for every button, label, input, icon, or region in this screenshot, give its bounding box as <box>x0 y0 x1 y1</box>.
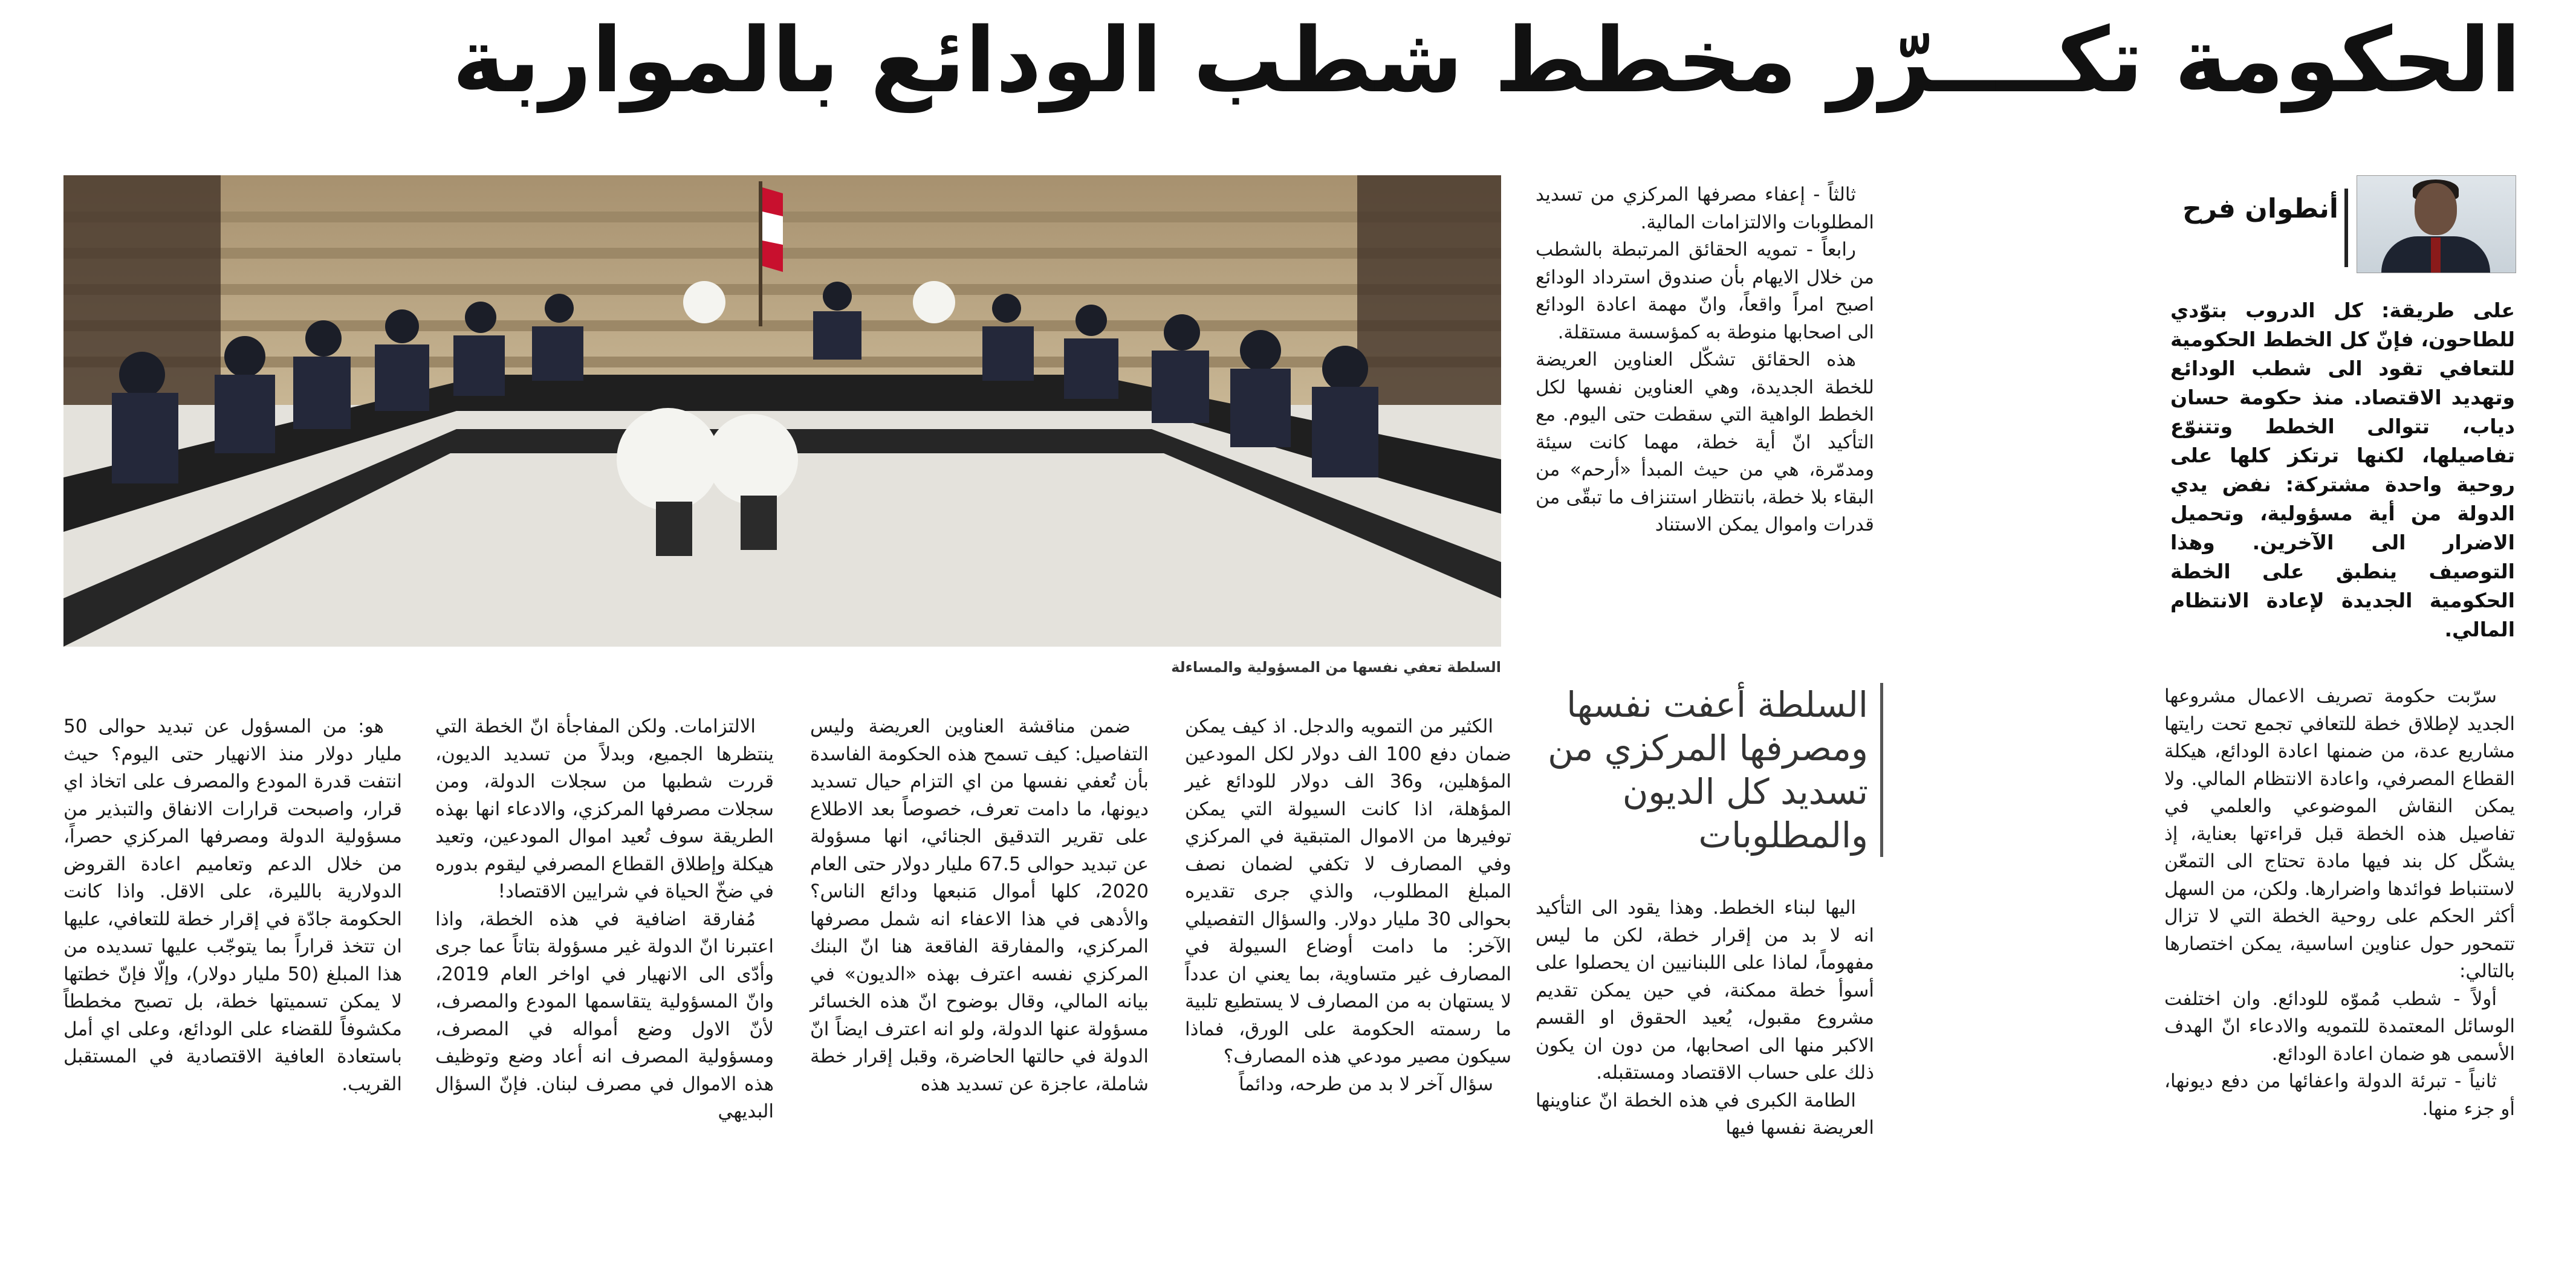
pull-quote: السلطة أعفت نفسها ومصرفها المركزي من تسديد كل الديون والمطلوبات <box>1523 683 1883 857</box>
paragraph: مُفارقة اضافية في هذه الخطة، واذا اعتبرنا انّ الدولة غير مسؤولة بتاتاً عما جرى وأدّى الى الانهيار في اواخر العام 2019، وانّ المسؤولية يتقاسمها المودع والمصرف، لأنّ الاول وضع أمواله في المصرف، ومسؤولية المصرف انه أعاد وضع وتوظيف هذه الاموال في مصرف لبنان. فإنّ السؤال البديهي <box>435 908 774 1122</box>
article-intro: على طريقة: كل الدروب بتوّدي للطاحون، فإنّ كل الخطط الحكومية للتعافي تقود الى شطب الودائع وتهديد الاقتصاد. منذ حكومة حسان دياب، تتوالى الخطط وتتنوّع تفاصيلها، لكنها ترتكز كلها على روحية واحدة مشتركة: نفض يدي الدولة من أية مسؤولية، وتحميل الاضرار الى الآخرين. وهذا التوصيف ينطبق على الخطة الحكومية الجديدة لإعادة الانتظام المالي. <box>2170 299 2515 641</box>
paragraph: الالتزامات. ولكن المفاجأة انّ الخطة التي ينتظرها الجميع، وبدلاً من تسديد الديون، قررت شطبها من سجلات الدولة، ومن سجلات مصرفها المركزي، والادعاء انها بهذه الطريقة سوف تُعيد اموال المودعين، وتعيد هيكلة وإطلاق القطاع المصرفي ليقوم بدوره في ضخّ الحياة في شرايين الاقتصاد! <box>435 716 774 902</box>
photo-illustration <box>63 175 1501 647</box>
paragraph: هذه الحقائق تشكّل العناوين العريضة للخطة الجديدة، وهي العناوين نفسها لكل الخطط الواهية التي سقطت حتى اليوم. مع التأكيد انّ أية خطة، مهما كانت سيئة ومدمّرة، هي من حيث المبدأ «أرحم» من البقاء بلا خطة، بانتظار استنزاف ما تبقّى من قدرات واموال يمكن الاستناد <box>1536 349 1874 535</box>
article-column-3 <box>1536 894 1874 1142</box>
article-column-7 <box>63 713 402 1098</box>
paragraph: ثالثاً - إعفاء مصرفها المركزي من تسديد المطلوبات والالتزامات المالية. <box>1536 184 1874 233</box>
author-name: أنطوان فرح <box>2182 193 2338 224</box>
paragraph: سرّبت حكومة تصريف الاعمال مشروعها الجديد لإطلاق خطة للتعافي تجمع تحت رايتها مشاريع عدة، من ضمنها اعادة الودائع، هيكلة القطاع المصرفي، واعادة الانتظام المالي. ولا يمكن النقاش الموضوعي والعلمي في تفاصيل هذه الخطة قبل قراءتها بعناية، إذ يشكّل كل بند فيها مادة تحتاج الى التمعّن لاستنباط فوائدها واضرارها. ولكن، من السهل أكثر الحكم على روحية الخطة التي لا تزال تتمحور حول عناوين اساسية، يمكن اختصارها بالتالي: <box>2164 685 2515 982</box>
article-column-2 <box>1536 181 1874 539</box>
paragraph: ضمن مناقشة العناوين العريضة وليس التفاصيل: كيف تسمح هذه الحكومة الفاسدة بأن تُعفي نفسها من اي التزام حيال تسديد ديونها، ما دامت تعرف، خصوصاً بعد الاطلاع على تقرير التدقيق الجنائي، انها مسؤولة عن تبديد حوالى 67.5 مليار دولار حتى العام 2020، كلها أموال مَنبعها ودائع الناس؟ والأدهى في هذا الاعفاء انه شمل مصرفها المركزي، والمفارقة الفاقعة هنا انّ البنك المركزي نفسه اعترف بهذه «الديون» في بيانه المالي، وقال بوضوح انّ هذه الخسائر مسؤولة عنها الدولة، ولو انه اعترف ايضاً انّ الدولة في حالتها الحاضرة، وقبل إقرار خطة شاملة، عاجزة عن تسديد هذه <box>810 716 1149 1095</box>
paragraph: سؤال آخر لا بد من طرحه، ودائماً <box>1239 1073 1493 1095</box>
paragraph: رابعاً - تمويه الحقائق المرتبطة بالشطب من خلال الايهام بأن صندوق استرداد الودائع اصبح امراً واقعاً، وانّ مهمة اعادة الودائع الى اصحابها منوطة به كمؤسسة مستقلة. <box>1536 239 1874 343</box>
paragraph: أولاً - شطب مُموّه للودائع. وان اختلفت الوسائل المعتمدة للتمويه والادعاء انّ الهدف الأسمى هو ضمان اعادة الودائع. <box>2164 988 2515 1065</box>
author-photo <box>2357 175 2516 273</box>
paragraph: هو: من المسؤول عن تبديد حوالى 50 مليار دولار منذ الانهيار حتى اليوم؟ حيث انتفت قدرة المودع والمصرف على اتخاذ اي قرار، واصبحت قرارات الانفاق والتبذير من مسؤولية الدولة ومصرفها المركزي حصراً، من خلال الدعم وتعاميم اعادة القروض الدولارية بالليرة، على الاقل. واذا كانت الحكومة جادّة في إقرار خطة للتعافي، عليها ان تتخذ قراراً بما يتوجّب عليها تسديده من هذا المبلغ (50 مليار دولار)، وإلّا فإنّ خطتها لا يمكن تسميتها خطة، بل تصبح مخططاً مكشوفاً للقضاء على الودائع، وعلى اي أمل باستعادة العافية الاقتصادية في المستقبل القريب. <box>63 716 402 1095</box>
paragraph: ثانياً - تبرئة الدولة واعفائها من دفع ديونها، أو جزء منها. <box>2164 1070 2515 1120</box>
paragraph: الطامة الكبرى في هذه الخطة انّ عناوينها العريضة نفسها فيها <box>1536 1089 1874 1139</box>
article-column-6 <box>435 713 774 1126</box>
headline: الحكومة تكــــرّر مخطط شطب الودائع بالمواربة <box>452 8 2521 112</box>
article-column-1 <box>2164 683 2515 1123</box>
paragraph: الكثير من التمويه والدجل. اذ كيف يمكن ضمان دفع 100 الف دولار لكل المودعين المؤهلين، و36 الف دولار للودائع غير المؤهلة، اذا كانت السيولة التي يمكن توفيرها من الاموال المتبقية في المركزي وفي المصارف لا تكفي لضمان نصف المبلغ المطلوب، والذي جرى تقديره بحوالى 30 مليار دولار. والسؤال التفصيلي الآخر: ما دامت أوضاع السيولة في المصارف غير متساوية، بما يعني ان عدداً لا يستهان به من المصارف لا يستطيع تلبية ما رسمته الحكومة على الورق، فماذا سيكون مصير مودعي هذه المصارف؟ <box>1185 716 1511 1067</box>
photo-caption: السلطة تعفي نفسها من المسؤولية والمساءلة <box>1171 659 1501 676</box>
cabinet-meeting-photo <box>63 175 1501 647</box>
author-divider <box>2344 189 2348 267</box>
article-column-5 <box>810 713 1149 1098</box>
paragraph: اليها لبناء الخطط. وهذا يقود الى التأكيد انه لا بد من إقرار خطة، لكن ما ليس مفهوماً، لماذا على اللبنانيين ان يحصلوا على أسوأ خطة ممكنة، في حين يمكن تقديم مشروع مقبول، يُعيد الحقوق او القسم الاكبر منها الى اصحابها، من دون ان يكون ذلك على حساب الاقتصاد ومستقبله. <box>1536 897 1874 1084</box>
article-column-4 <box>1185 713 1511 1098</box>
